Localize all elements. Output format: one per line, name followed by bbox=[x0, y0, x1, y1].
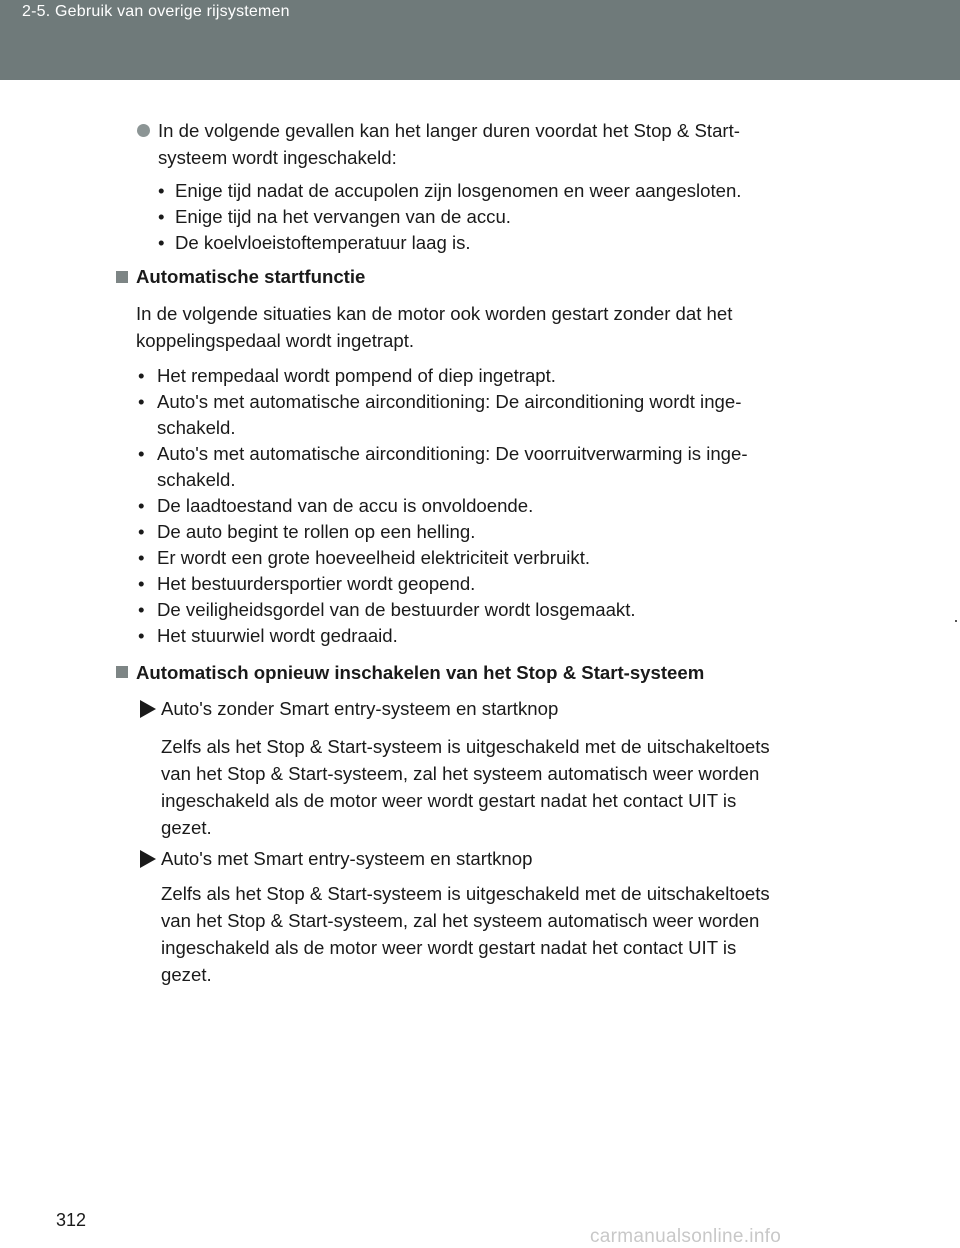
list-bullet: • bbox=[158, 206, 165, 227]
square-bullet-icon bbox=[116, 666, 128, 678]
auto-start-item: Het rempedaal wordt pompend of diep ingetrapt. bbox=[157, 365, 556, 386]
triangle-pointer-icon bbox=[140, 850, 156, 868]
intro-item: Enige tijd na het vervangen van de accu. bbox=[175, 206, 511, 227]
chapter-title: 2-5. Gebruik van overige rijsystemen bbox=[22, 3, 290, 20]
case-title: Auto's met Smart entry-systeem en startknop bbox=[161, 848, 533, 869]
auto-start-item: Er wordt een grote hoeveelheid elektriciteit verbruikt. bbox=[157, 547, 591, 568]
auto-start-item: Auto's met automatische airconditioning: De airconditioning wordt inge- bbox=[157, 391, 742, 412]
auto-start-item: De auto begint te rollen op een helling. bbox=[157, 521, 476, 542]
case-text-line: gezet. bbox=[161, 964, 212, 985]
auto-start-item: Auto's met automatische airconditioning: De voorruitverwarming is inge- bbox=[157, 443, 748, 464]
list-bullet: • bbox=[138, 365, 145, 386]
auto-start-item: Het stuurwiel wordt gedraaid. bbox=[157, 625, 398, 646]
list-bullet: • bbox=[138, 573, 145, 594]
case-text-line: Zelfs als het Stop & Start-systeem is uitgeschakeld met de uitschakeltoets bbox=[161, 883, 770, 904]
intro-item: De koelvloeistoftemperatuur laag is. bbox=[175, 232, 471, 253]
auto-start-item-continued: schakeld. bbox=[157, 469, 236, 490]
case-text-line: Zelfs als het Stop & Start-systeem is uitgeschakeld met de uitschakeltoets bbox=[161, 736, 770, 757]
intro-line-2: systeem wordt ingeschakeld: bbox=[158, 147, 397, 168]
list-bullet: • bbox=[138, 547, 145, 568]
auto-start-item: De laadtoestand van de accu is onvoldoende. bbox=[157, 495, 534, 516]
case-text-line: gezet. bbox=[161, 817, 212, 838]
section-heading-auto-start: Automatische startfunctie bbox=[136, 266, 366, 287]
list-bullet: • bbox=[158, 232, 165, 253]
section-paragraph-line-2: koppelingspedaal wordt ingetrapt. bbox=[136, 330, 415, 351]
list-bullet: • bbox=[138, 521, 145, 542]
section-heading-reenable: Automatisch opnieuw inschakelen van het Stop & Start-systeem bbox=[136, 662, 705, 683]
auto-start-item: Het bestuurdersportier wordt geopend. bbox=[157, 573, 476, 594]
list-bullet: • bbox=[138, 443, 145, 464]
page-number: 312 bbox=[56, 1210, 87, 1230]
section-paragraph-line-1: In de volgende situaties kan de motor ook worden gestart zonder dat het bbox=[136, 303, 733, 324]
case-text-line: van het Stop & Start-systeem, zal het systeem automatisch weer worden bbox=[161, 763, 760, 784]
list-bullet: • bbox=[138, 625, 145, 646]
edge-mark bbox=[955, 620, 957, 622]
circle-bullet-icon bbox=[137, 124, 150, 137]
watermark: carmanualsonline.info bbox=[590, 1226, 782, 1247]
list-bullet: • bbox=[138, 495, 145, 516]
auto-start-item: De veiligheidsgordel van de bestuurder wordt losgemaakt. bbox=[157, 599, 636, 620]
list-bullet: • bbox=[158, 180, 165, 201]
intro-line-1: In de volgende gevallen kan het langer duren voordat het Stop & Start- bbox=[158, 120, 740, 141]
auto-start-item-continued: schakeld. bbox=[157, 417, 236, 438]
case-text-line: ingeschakeld als de motor weer wordt gestart nadat het contact UIT is bbox=[161, 790, 737, 811]
list-bullet: • bbox=[138, 599, 145, 620]
page-header bbox=[0, 0, 960, 80]
square-bullet-icon bbox=[116, 271, 128, 283]
list-bullet: • bbox=[138, 391, 145, 412]
case-title: Auto's zonder Smart entry-systeem en startknop bbox=[161, 698, 559, 719]
case-text-line: van het Stop & Start-systeem, zal het systeem automatisch weer worden bbox=[161, 910, 760, 931]
intro-item: Enige tijd nadat de accupolen zijn losgenomen en weer aangesloten. bbox=[175, 180, 742, 201]
case-text-line: ingeschakeld als de motor weer wordt gestart nadat het contact UIT is bbox=[161, 937, 737, 958]
triangle-pointer-icon bbox=[140, 700, 156, 718]
